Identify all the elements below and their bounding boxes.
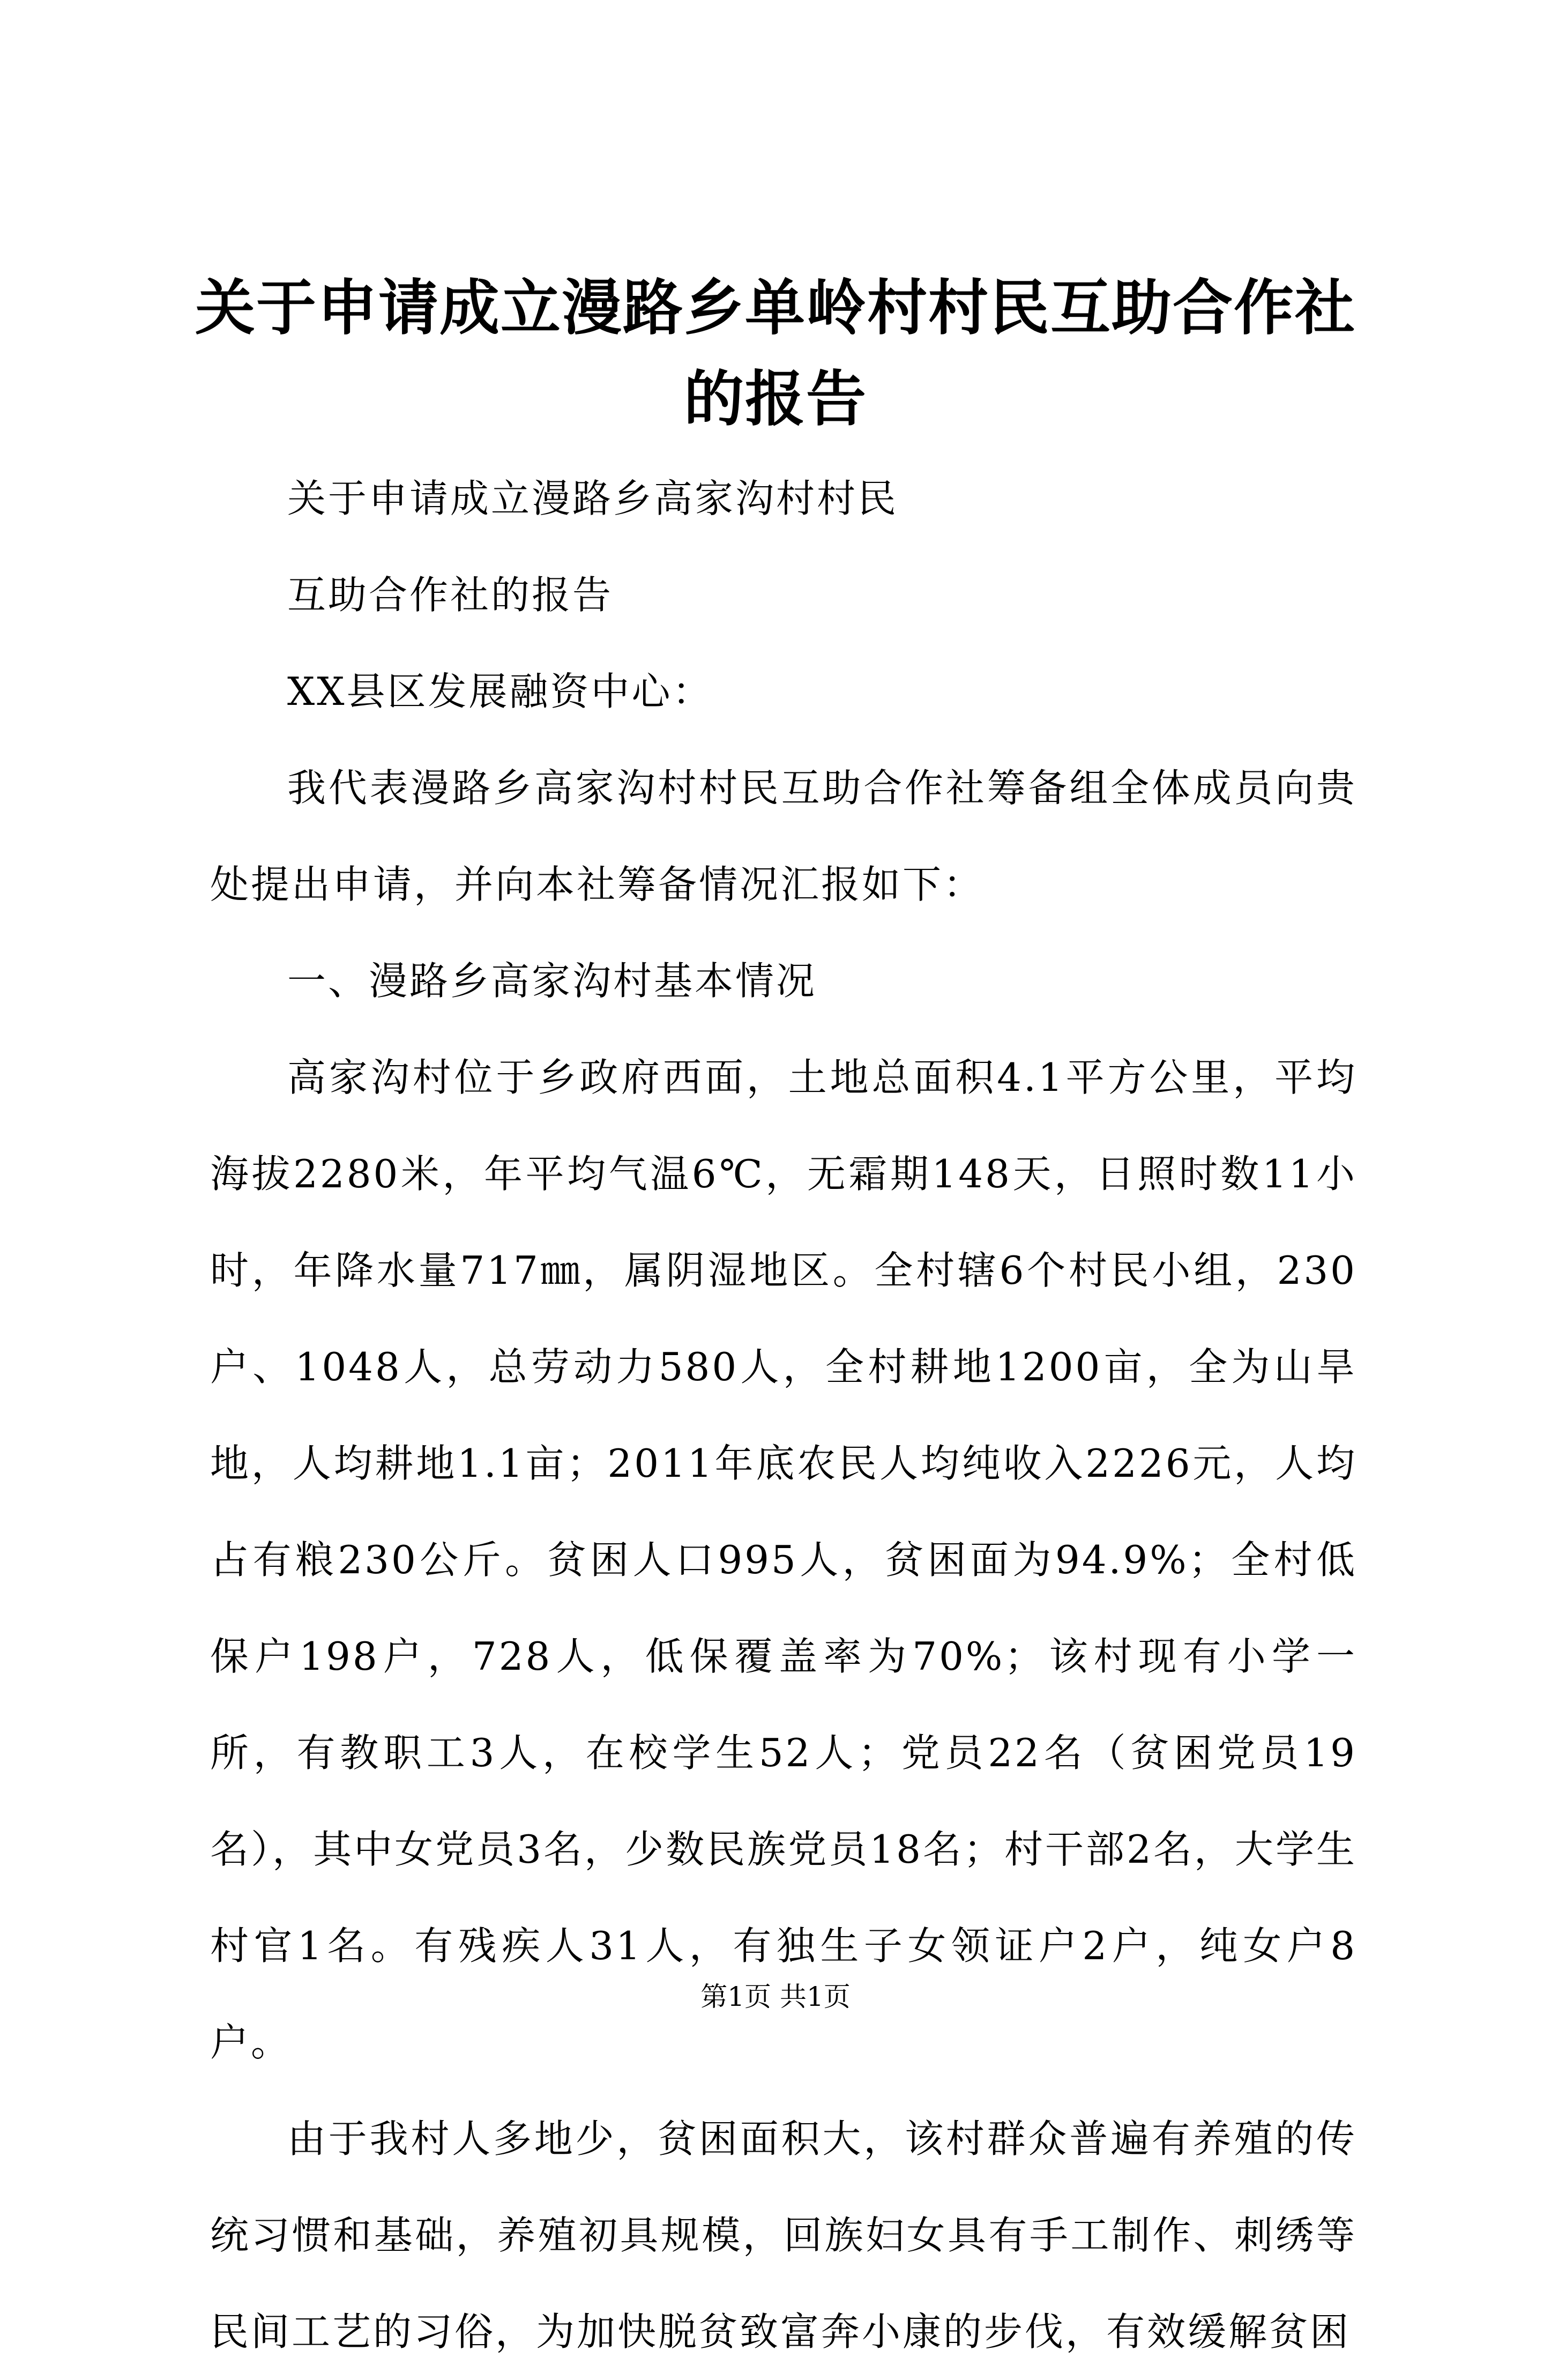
reason-paragraph: 由于我村人多地少，贫困面积大，该村群众普遍有养殖的传统习惯和基础，养殖初具规模，回族妇女具有手工制作、刺绣等民间工艺的习俗，为加快脱贫致富奔小康的步伐，有效缓解贫困 [210,2116,1357,2354]
intro-paragraph: 我代表漫路乡高家沟村村民互助合作社筹备组全体成员向贵处提出申请，并向本社筹备情况汇报如下： [210,765,1357,907]
document-title: 关于申请成立漫路乡单岭村村民互助合作社的报告 [195,273,1356,434]
addressee: XX县区发展融资中心： [287,669,713,714]
page-footer: 第1页 共1页 [700,1981,851,2012]
document-body [210,450,1357,2380]
subtitle-line-2: 互助合作社的报告 [287,572,614,618]
village-info-paragraph: 高家沟村位于乡政府西面，土地总面积4.1平方公里，平均海拔2280米，年平均气温6℃，无霜期148天，日照时数11小时，年降水量717㎜，属阴湿地区。全村辖6个村民小组，230户、1048人，总劳动力580人，全村耕地1200亩，全为山旱地，人均耕地1.1亩；2011年底农民人均纯收入2226元，人均占有粮230公斤。贫困人口995人，贫困面为94.9%；全村低保户198户，728人，低保覆盖率为70%；该村现有小学一所，有教职工3人，在校学生52人；党员22名（贫困党员19名），其中女党员3名，少数民族党员18名；村干部2名，大学生村官1名。有残疾人31人，有独生子女领证户2户，纯女户8户。 [210,1055,1357,2065]
section-heading: 一、漫路乡高家沟村基本情况 [287,958,817,1003]
subtitle-line-1: 关于申请成立漫路乡高家沟村村民 [287,476,899,521]
